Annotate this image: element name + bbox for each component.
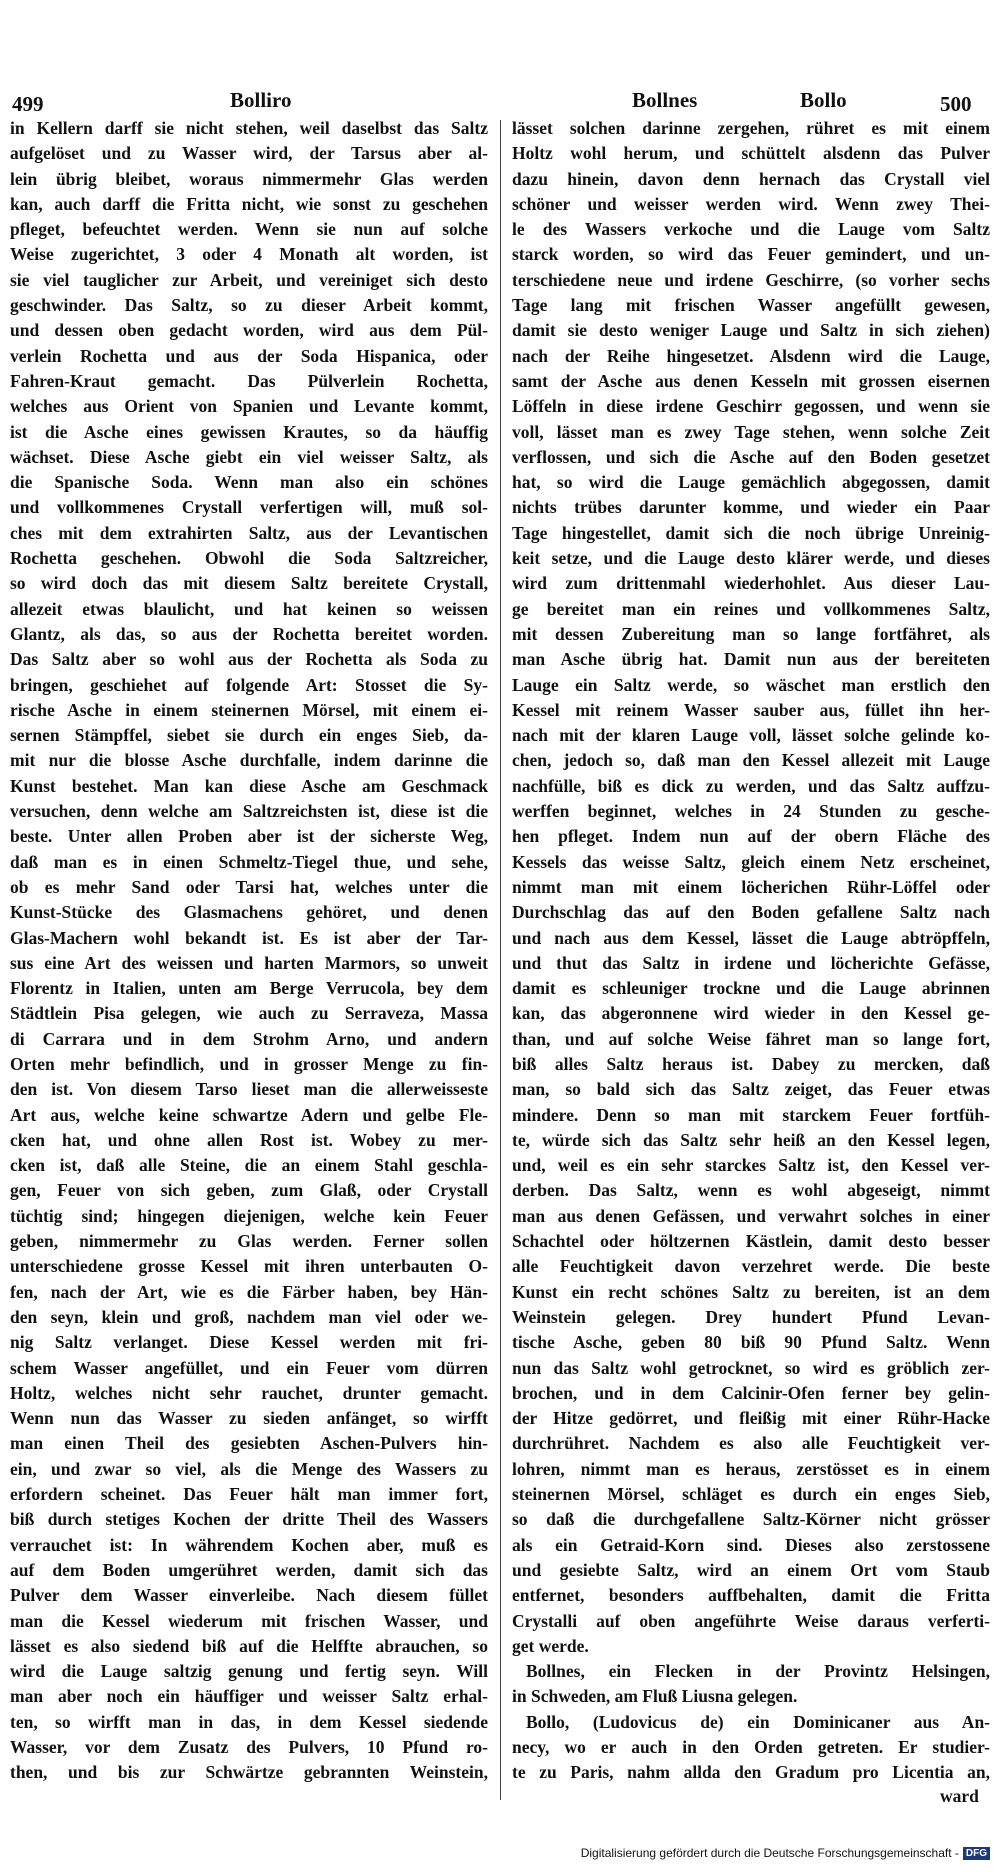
text-line: so wird doch das mit diesem Saltz bereitete Crystall, <box>10 573 488 594</box>
text-line: wird zum drittenmahl wiederhohlet. Aus dieser Lau- <box>512 573 990 594</box>
text-line: welches aus Orient von Spanien und Levante kommt, <box>10 396 488 417</box>
text-line: nig Saltz verlanget. Diese Kessel werden mit fri- <box>10 1332 488 1353</box>
text-line: erfordern scheinet. Das Feuer hält man immer fort, <box>10 1484 488 1505</box>
text-line: und gesiebte Saltz, wird an einem Ort vom Staub <box>512 1559 990 1580</box>
text-line: geben, nimmermehr zu Glas werden. Ferner sollen <box>10 1231 488 1252</box>
text-line: entfernet, besonders auffbehalten, damit die Fritta <box>512 1585 990 1606</box>
text-line: damit sie desto weniger Lauge und Saltz in sich ziehen) <box>512 320 990 341</box>
text-line: Wasser, vor dem Zusatz des Pulvers, 10 Pfund ro- <box>10 1737 488 1757</box>
text-line: hat, so wird die Lauge gemächlich abgegossen, damit <box>512 472 990 493</box>
text-line: versuchen, denn welche am Saltzreichsten ist, diese ist die <box>10 801 488 822</box>
text-line: man einen Theil des gesiebten Aschen-Pulvers hin- <box>10 1433 488 1454</box>
text-line: gen, Feuer von sich geben, zum Glaß, oder Crystall <box>10 1180 488 1201</box>
text-line: ge bereitet man ein reines und vollkommenes Saltz, <box>512 598 990 619</box>
text-line: damit es schleuniger trockne und die Lauge abrinnen <box>512 978 990 999</box>
running-head-right-2: Bollo <box>800 88 847 112</box>
text-line: rische Asche in einem steinernen Mörsel, mit einem ei- <box>10 699 488 720</box>
text-line: get werde. <box>512 1635 589 1656</box>
text-line: starck worden, so wird das Feuer gemindert, und un- <box>512 244 990 265</box>
column-divider <box>500 120 501 1800</box>
right-column <box>512 116 990 1786</box>
text-line: Kunst ein recht schönes Saltz zu bereiten, ist an dem <box>512 1281 990 1302</box>
text-line: mit nur die blosse Asche durchfalle, indem darinne die <box>10 750 488 771</box>
text-line: der Hitze gedörret, und fleißig mit einer Rühr-Hacke <box>512 1408 990 1429</box>
text-line: derben. Das Saltz, wenn es wohl abgeseigt, nimmt <box>512 1180 990 1201</box>
text-line: durchrühret. Nachdem es also alle Feuchtigkeit ver- <box>512 1433 990 1454</box>
text-line: ist die Asche eines gewissen Krautes, so da häuffig <box>10 421 488 442</box>
text-line: Holtz wohl herum, und schüttelt alsdenn das Pulver <box>512 143 990 164</box>
text-line: hen pfleget. Indem nun auf der obern Fläche des <box>512 826 990 847</box>
text-line: Wenn nun das Wasser zu sieden anfänget, so wirfft <box>10 1408 488 1429</box>
text-line: nach mit der klaren Lauge voll, lässet solche gelinde ko- <box>512 725 990 746</box>
text-line: Pulver dem Wasser einverleibe. Nach diesem füllet <box>10 1585 488 1606</box>
text-line: biß alles Saltz heraus ist. Dabey zu mercken, daß <box>512 1053 990 1074</box>
text-line: ob es mehr Sand oder Tarsi hat, welches unter die <box>10 876 488 897</box>
text-line: nun das Saltz wohl getrocknet, so wird es gröblich zer- <box>512 1357 990 1378</box>
text-line: und thut das Saltz in irdene und löcherichte Gefässe, <box>512 952 990 973</box>
text-line: Kunst-Stücke des Glasmachens gehöret, und denen <box>10 902 488 923</box>
text-line: ten, so wirfft man in das, in dem Kessel siedende <box>10 1711 488 1732</box>
left-column <box>10 116 488 1786</box>
text-line: kan, auch darff die Fritta nicht, wie sonst zu geschehen <box>10 193 488 214</box>
text-line: in Schweden, am Fluß Liusna gelegen. <box>512 1686 798 1707</box>
text-line: aufgelöset und zu Wasser wird, der Tarsus aber al- <box>10 143 488 164</box>
text-line: then, und bis zur Schwärtze gebrannten Weinstein, <box>10 1762 488 1783</box>
running-head-right-1: Bollnes <box>632 88 698 112</box>
text-line: allezeit etwas blaulicht, und hat keinen so weissen <box>10 598 488 619</box>
text-line: sie viel tauglicher zur Arbeit, und vereiniget sich desto <box>10 269 488 290</box>
text-line: voll, lässet man es zwey Tage stehen, wenn solche Zeit <box>512 421 990 442</box>
text-line: verlein Rochetta und aus der Soda Hispanica, oder <box>10 345 488 366</box>
text-line: den seyn, klein und groß, nachdem man viel oder we- <box>10 1306 488 1327</box>
text-line: man aus denen Gefässen, und verwahrt solches in einer <box>512 1205 990 1226</box>
text-line: und dessen oben gedacht worden, wird aus dem Pül- <box>10 320 488 341</box>
text-line: tüchtig sind; hingegen diejenigen, welche kein Feuer <box>10 1205 488 1226</box>
footer <box>581 1846 990 1860</box>
text-line: nach der Reihe hingesetzet. Alsdenn wird die Lauge, <box>512 345 990 366</box>
text-line: den ist. Von diesem Tarso lieset man die allerweisseste <box>10 1079 488 1100</box>
text-line: beste. Unter allen Proben aber ist der sicherste Weg, <box>10 826 488 847</box>
text-line: geschwinder. Das Saltz, so zu dieser Arbeit kommt, <box>10 295 488 316</box>
text-line: lässet solchen darinne zergehen, rühret es mit einem <box>512 118 990 138</box>
text-line: werffen beginnet, welches in 24 Stunden zu gesche- <box>512 801 990 822</box>
catchword: ward <box>940 1786 979 1806</box>
text-line: Weise zugerichtet, 3 oder 4 Monath alt worden, ist <box>10 244 488 265</box>
text-line: Fahren-Kraut gemacht. Das Pülverlein Rochetta, <box>10 370 488 391</box>
text-line: steinernen Mörsel, schläget es durch ein enges Sieb, <box>512 1484 990 1505</box>
text-line: ches mit dem extrahirten Saltz, aus der Levantischen <box>10 522 488 543</box>
text-line: man, so bald sich das Saltz zeiget, das Feuer etwas <box>512 1079 990 1100</box>
text-line: Kunst bestehet. Man kan diese Asche am Geschmack <box>10 775 488 796</box>
text-line: die Spanische Soda. Wenn man also ein schönes <box>10 472 488 493</box>
text-line: man aber noch ein häuffiger und weisser Saltz erhal- <box>10 1686 488 1707</box>
page-number-left: 499 <box>12 92 44 116</box>
text-line: so daß die durchgefallene Saltz-Körner nicht grösser <box>512 1509 990 1530</box>
text-line: pfleget, befeuchtet werden. Wenn sie nun auf solche <box>10 219 488 240</box>
text-line: lässet es also siedend biß auf die Helffte abrauchen, so <box>10 1635 488 1656</box>
page-number-right: 500 <box>940 92 972 116</box>
text-line: und vollkommenes Crystall verfertigen will, muß sol- <box>10 497 488 518</box>
text-line: tische Asche, geben 80 biß 90 Pfund Saltz. Wenn <box>512 1332 990 1353</box>
text-line: brochen, und in dem Calcinir-Ofen ferner bey gelin- <box>512 1382 990 1403</box>
text-line: schem Wasser angefüllet, und ein Feuer vom dürren <box>10 1357 488 1378</box>
text-line: ein, und zwar so viel, als die Menge des Wassers zu <box>10 1458 488 1479</box>
text-line: cken hat, und ohne allen Rost ist. Wobey zu mer- <box>10 1129 488 1150</box>
text-line: cken ist, daß alle Steine, die an einem Stahl geschla- <box>10 1155 488 1176</box>
text-line: samt der Asche aus denen Kesseln mit grossen eisernen <box>512 370 990 391</box>
text-line: als ein Getraid-Korn sind. Dieses also zerstossene <box>512 1534 990 1555</box>
text-line: schöner und weisser werden wird. Wenn zwey Thei- <box>512 193 990 214</box>
text-line: Kessels das weisse Saltz, gleich einem Netz erscheinet, <box>512 851 990 872</box>
text-line: Kessel mit reinem Wasser sauber aus, füllet ihn her- <box>512 699 990 720</box>
text-line: Rochetta geschehen. Obwohl die Soda Saltzreicher, <box>10 548 488 569</box>
text-line: Schachtel oder höltzernen Kästlein, damit desto besser <box>512 1231 990 1252</box>
text-line: verrauchet ist: In währendem Kochen aber, muß es <box>10 1534 488 1555</box>
text-line: Lauge ein Saltz werde, so wäschet man erstlich den <box>512 674 990 695</box>
text-line: sus eine Art des weissen und harten Marmors, so unweit <box>10 952 488 973</box>
text-line: Weinstein gelegen. Drey hundert Pfund Levan- <box>512 1306 990 1327</box>
text-line: alle Feuchtigkeit davon verzehret werde. Die beste <box>512 1256 990 1277</box>
text-line: Löffeln in diese irdene Geschirr gegossen, und wenn sie <box>512 396 990 417</box>
text-line: daß man es in einen Schmeltz-Tiegel thue, und sehe, <box>10 851 488 872</box>
text-line: Das Saltz aber so wohl aus der Rochetta als Soda zu <box>10 649 488 670</box>
text-line: mindere. Denn so man mit starckem Feuer fortfüh- <box>512 1104 990 1125</box>
text-line: necy, wo er auch in den Orden getreten. Er studier- <box>512 1737 990 1757</box>
text-line: Holtz, welches nicht sehr rauchet, drunter gemacht. <box>10 1382 488 1403</box>
text-line: terschiedene neue und irdene Geschirre, (so vorher sechs <box>512 269 990 290</box>
text-line: le des Wassers verkoche und die Lauge vom Saltz <box>512 219 990 240</box>
text-line: nichts trübes darunter komme, und wieder ein Paar <box>512 497 990 518</box>
text-line: te zu Paris, nahm allda den Gradum pro Licentia an, <box>512 1762 990 1783</box>
text-line: und, weil es ein sehr starckes Saltz ist, den Kessel ver- <box>512 1155 990 1176</box>
text-line: und nach aus dem Kessel, lässet die Lauge abtröpffeln, <box>512 927 990 948</box>
text-line: te, würde sich das Saltz sehr heiß an den Kessel legen, <box>512 1129 990 1150</box>
text-line: nimmt man mit einem löcherichen Rühr-Löffel oder <box>512 876 990 897</box>
text-line: than, und auf solche Weise fähret man so lange fort, <box>512 1028 990 1049</box>
text-line: kan, das abgeronnene wird wieder in den Kessel ge- <box>512 1003 990 1024</box>
text-line: in Kellern darff sie nicht stehen, weil daselbst das Saltz <box>10 118 488 138</box>
text-line: dazu hinein, davon denn hernach das Crystall viel <box>512 168 990 189</box>
text-line: auf dem Boden umgerühret werden, damit sich das <box>10 1559 488 1580</box>
text-line: Bollo, (Ludovicus de) ein Dominicaner aus An- <box>526 1711 990 1732</box>
text-line: chen, jedoch so, daß man den Kessel allezeit mit Lauge <box>512 750 990 771</box>
text-line: Florentz in Italien, unten am Berge Verrucola, bey dem <box>10 978 488 999</box>
text-line: Orten mehr befindlich, und in grosser Menge zu fin- <box>10 1053 488 1074</box>
text-line: lohren, nimmt man es heraus, zerstösset es in einem <box>512 1458 990 1479</box>
text-line: sernen Stämpffel, siebet sie durch ein enges Sieb, da- <box>10 725 488 746</box>
text-line: bringen, geschiehet auf folgende Art: Stosset die Sy- <box>10 674 488 695</box>
text-line: lein übrig bleibet, woraus nimmermehr Glas werden <box>10 168 488 189</box>
text-line: man die Kessel wiederum mit frischen Wasser, und <box>10 1610 488 1631</box>
text-line: Tage lang mit frischen Wasser angefüllt gewesen, <box>512 295 990 316</box>
text-line: wächset. Diese Asche giebt ein viel weisser Saltz, als <box>10 446 488 467</box>
text-line: Durchschlag das auf den Boden gefallene Saltz nach <box>512 902 990 923</box>
text-line: man Asche übrig hat. Damit nun aus der bereiteten <box>512 649 990 670</box>
dfg-logo: DFG <box>963 1847 990 1860</box>
text-line: Glas-Machern wohl bekandt ist. Es ist aber der Tar- <box>10 927 488 948</box>
text-line: mit dessen Zubereitung man so lange fortfähret, als <box>512 623 990 644</box>
text-line: Crystalli auf oben angeführte Weise daraus verferti- <box>512 1610 990 1631</box>
text-line: keit setze, und die Lauge desto klärer werde, und dieses <box>512 548 990 569</box>
text-line: Art aus, welche keine schwartze Adern und gelbe Fle- <box>10 1104 488 1125</box>
text-line: unterschiedene grosse Kessel mit ihren unterbauten O- <box>10 1256 488 1277</box>
running-head-left: Bolliro <box>230 88 292 112</box>
footer-text: Digitalisierung gefördert durch die Deutsche Forschungsgemeinschaft - <box>580 1846 959 1860</box>
text-line: fen, nach der Art, wie es die Färber haben, bey Hän- <box>10 1281 488 1302</box>
text-line: Bollnes, ein Flecken in der Provintz Helsingen, <box>526 1661 990 1682</box>
text-line: verflossen, und sich die Asche auf den Boden gesetzet <box>512 446 990 467</box>
text-line: biß durch stetiges Kochen der dritte Theil des Wassers <box>10 1509 488 1530</box>
text-line: nachfülle, biß es dick zu werden, und das Saltz auffzu- <box>512 775 990 796</box>
text-line: Städtlein Pisa gelegen, wie auch zu Serraveza, Massa <box>10 1003 488 1024</box>
text-line: di Carrara und in dem Strohm Arno, und andern <box>10 1028 488 1049</box>
text-line: Glantz, als das, so aus der Rochetta bereitet worden. <box>10 623 488 644</box>
text-line: wird die Lauge saltzig genung und fertig seyn. Will <box>10 1661 488 1682</box>
text-line: Tage hingestellet, damit sich die noch übrige Unreinig- <box>512 522 990 543</box>
